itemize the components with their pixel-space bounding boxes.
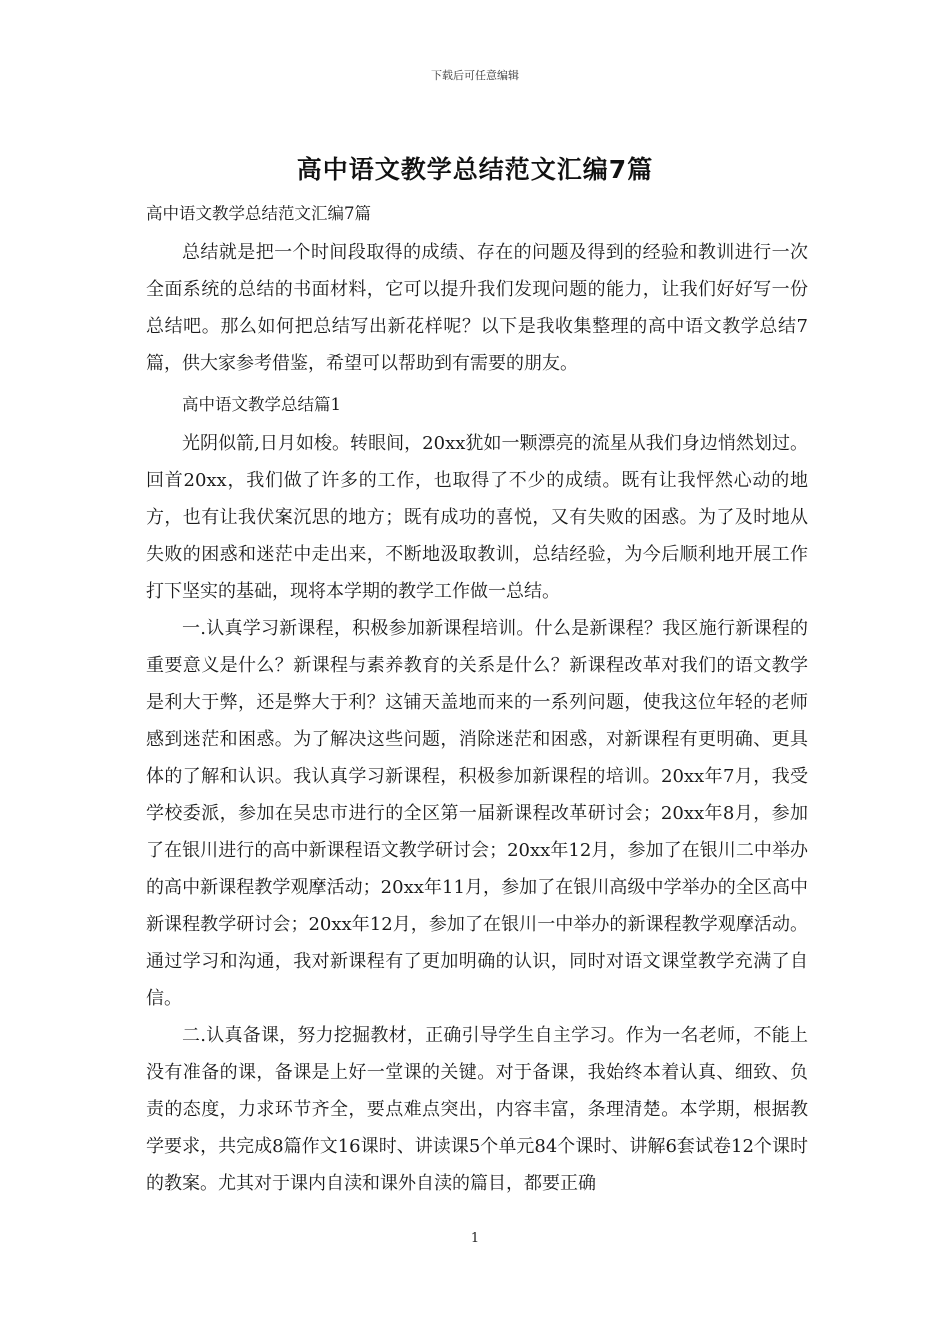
body-paragraph: 一.认真学习新课程，积极参加新课程培训。什么是新课程？我区施行新课程的重要意义是什么？新课程与素养教育的关系是什么？新课程改革对我们的语文教学是利大于弊，还是弊大于利？这铺天盖地而来的一系列问题，使我这位年轻的老师感到迷茫和困惑。为了解决这些问题，消除迷茫和困惑，对新课程有更明确、更具体的了解和认识。我认真学习新课程，积极参加新课程的培训。20xx年7月，我受学校委派，参加在吴忠市进行的全区第一届新课程改革研讨会；20xx年8月，参加了在银川进行的高中新课程语文教学研讨会；20xx年12月，参加了在银川二中举办的高中新课程教学观摩活动；20xx年11月，参加了在银川高级中学举办的全区高中新课程教学研讨会；20xx年12月，参加了在银川一中举办的新课程教学观摩活动。通过学习和沟通，我对新课程有了更加明确的认识，同时对语文课堂教学充满了自信。 (146, 618, 808, 1009)
intro-paragraph: 总结就是把一个时间段取得的成绩、存在的问题及得到的经验和教训进行一次全面系统的总结的书面材料，它可以提升我们发现问题的能力，让我们好好写一份总结吧。那么如何把总结写出新花样呢？以下是我收集整理的高中语文教学总结7篇，供大家参考借鉴，希望可以帮助到有需要的朋友。 (146, 242, 808, 374)
body-paragraph: 二.认真备课，努力挖掘教材，正确引导学生自主学习。作为一名老师，不能上没有准备的课，备课是上好一堂课的关键。对于备课，我始终本着认真、细致、负责的态度，力求环节齐全，要点难点突出，内容丰富，条理清楚。本学期，根据教学要求，共完成8篇作文16课时、讲读课5个单元84个课时、讲解6套试卷12个课时的教案。尤其对于课内自渎和课外自渎的篇目，都要正确 (146, 1025, 808, 1194)
document-body (146, 196, 808, 1202)
document-title: 高中语文教学总结范文汇编7篇 (296, 155, 654, 184)
header-note: 下载后可任意编辑 (431, 69, 519, 82)
document-subtitle: 高中语文教学总结范文汇编7篇 (146, 204, 371, 223)
section-heading: 高中语文教学总结篇1 (182, 395, 341, 414)
page-number: 1 (470, 1231, 480, 1246)
body-paragraph: 光阴似箭,日月如梭。转眼间，20xx犹如一颗漂亮的流星从我们身边悄然划过。回首20xx，我们做了许多的工作，也取得了不少的成绩。既有让我怦然心动的地方，也有让我伏案沉思的地方；既有成功的喜悦，又有失败的困惑。为了及时地从失败的困惑和迷茫中走出来，不断地汲取教训，总结经验，为今后顺利地开展工作打下坚实的基础，现将本学期的教学工作做一总结。 (146, 433, 808, 602)
